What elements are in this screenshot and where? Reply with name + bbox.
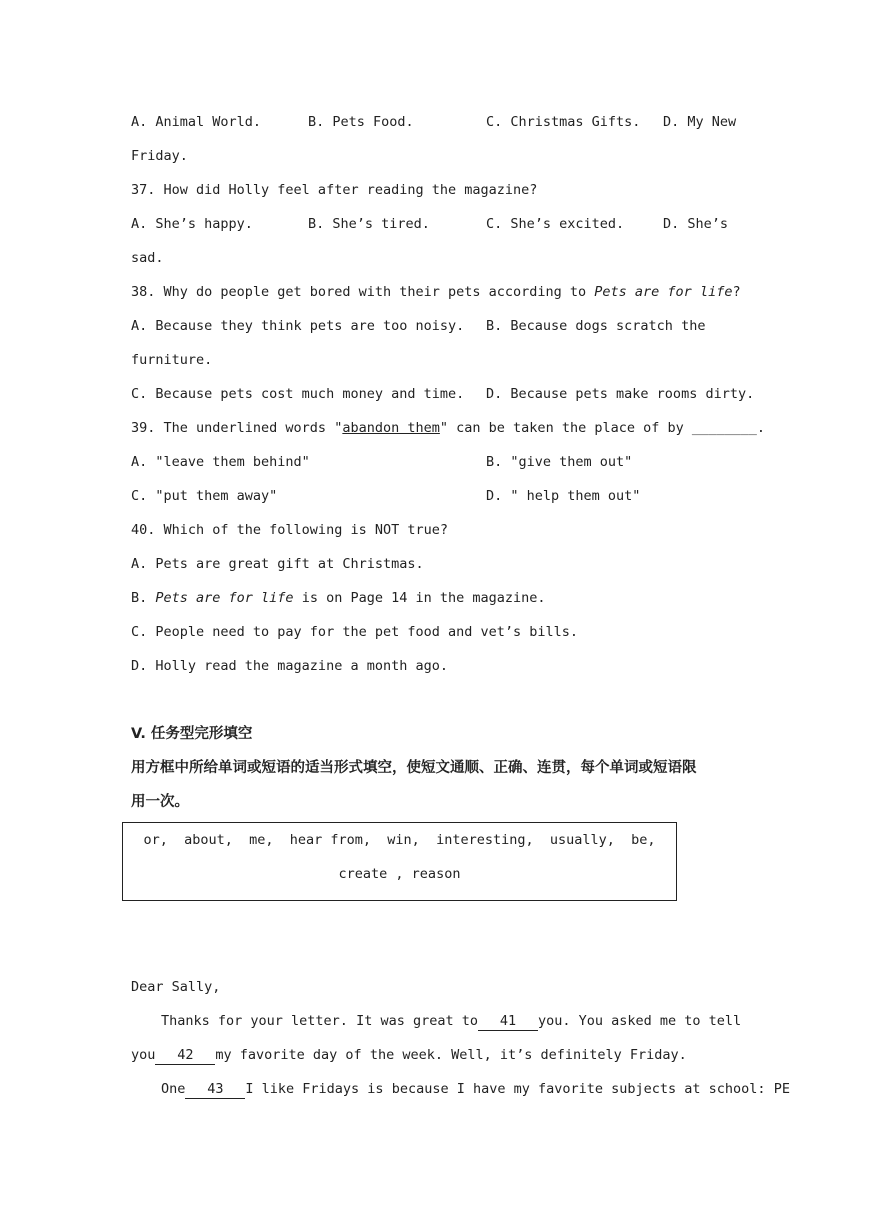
q40-option-c: C. People need to pay for the pet food and vet’s bills. [131, 624, 579, 640]
word-bank-line1: or, about, me, hear from, win, interesting, usually, be, [143, 832, 656, 848]
letter-line2 [131, 1038, 741, 1072]
letter-line3-pre: One [161, 1081, 186, 1097]
q39-underlined-words: abandon them [342, 420, 440, 436]
q40-option-a: A. Pets are great gift at Christmas. [131, 556, 424, 572]
blank-42[interactable]: 42 [155, 1046, 215, 1065]
q39-option-c: C. "put them away" [131, 488, 278, 504]
q36-option-d-continued: Friday. [131, 148, 188, 164]
q40-stem: 40. Which of the following is NOT true? [131, 522, 448, 538]
q36-options [131, 105, 741, 139]
q40-option-b-text: is on Page 14 in the magazine. [293, 590, 546, 606]
q38-option-a: A. Because they think pets are too noisy. [131, 318, 465, 334]
q37-option-d: D. She’s [663, 216, 729, 232]
q39-options-ab [131, 445, 741, 479]
worksheet-page [131, 105, 766, 819]
q37-stem: 37. How did Holly feel after reading the magazine? [131, 182, 538, 198]
letter-salutation: Dear Sally, [131, 979, 221, 995]
q37-options [131, 207, 741, 241]
word-bank-box [122, 822, 677, 901]
q39-option-b: B. "give them out" [486, 454, 633, 470]
q39-option-d: D. " help them out" [486, 488, 641, 504]
q38-option-c: C. Because pets cost much money and time. [131, 386, 465, 402]
q40-option-b-title: Pets are for life [155, 590, 294, 606]
q39-options-cd [131, 479, 741, 513]
q39-quote-close: " [439, 420, 449, 436]
q37-option-b: B. She’s tired. [308, 216, 430, 232]
q39-stem-end: can be taken the place of by ________. [448, 420, 766, 436]
blank-41[interactable]: 41 [478, 1012, 538, 1031]
letter-line1-pre: Thanks for your letter. It was great to [161, 1013, 478, 1029]
letter-line2-pre: you [131, 1047, 156, 1063]
q36-option-b: B. Pets Food. [308, 114, 414, 130]
section-instruction-line1: 用方框中所给单词或短语的适当形式填空，使短文通顺、正确、连贯，每个单词或短语限 [131, 760, 697, 776]
q36-option-c: C. Christmas Gifts. [486, 114, 641, 130]
letter-line3-post: I like Fridays is because I have my favorite subjects at school: PE [245, 1081, 790, 1097]
q39-quote-open: " [334, 420, 343, 436]
section-heading: V. 任务型完形填空 [131, 726, 253, 742]
q37-option-c: C. She’s excited. [486, 216, 625, 232]
blank-43[interactable]: 43 [185, 1080, 245, 1099]
q38-option-b: B. Because dogs scratch the [486, 318, 706, 334]
q38-stem-text: 38. Why do people get bored with their pets according to [131, 284, 595, 300]
q40-option-d: D. Holly read the magazine a month ago. [131, 658, 448, 674]
q36-option-a: A. Animal World. [131, 114, 262, 130]
q39-stem-text: 39. The underlined words [131, 420, 335, 436]
letter-line3 [131, 1072, 790, 1106]
letter-line2-post: my favorite day of the week. Well, it’s definitely Friday. [215, 1047, 687, 1063]
q37-option-a: A. She’s happy. [131, 216, 253, 232]
letter-line1-post: you. You asked me to tell [537, 1013, 742, 1029]
q39-stem [131, 411, 766, 445]
q40-option-b [131, 581, 741, 615]
q38-stem-title: Pets are for life [594, 284, 733, 300]
letter-line1 [131, 1004, 741, 1038]
q38-stem [131, 275, 741, 309]
section-instruction-line2: 用一次。 [131, 794, 189, 810]
word-bank-line2: create , reason [338, 866, 461, 882]
q38-options-ab [131, 309, 741, 343]
q40-option-b-letter: B. [131, 590, 156, 606]
q37-option-d-continued: sad. [131, 250, 164, 266]
q38-option-d: D. Because pets make rooms dirty. [486, 386, 755, 402]
q36-option-d: D. My New [663, 114, 737, 130]
q38-stem-end: ? [732, 284, 741, 300]
q38-option-b-continued: furniture. [131, 352, 213, 368]
q39-option-a: A. "leave them behind" [131, 454, 310, 470]
letter [131, 970, 790, 1106]
q38-options-cd [131, 377, 755, 411]
